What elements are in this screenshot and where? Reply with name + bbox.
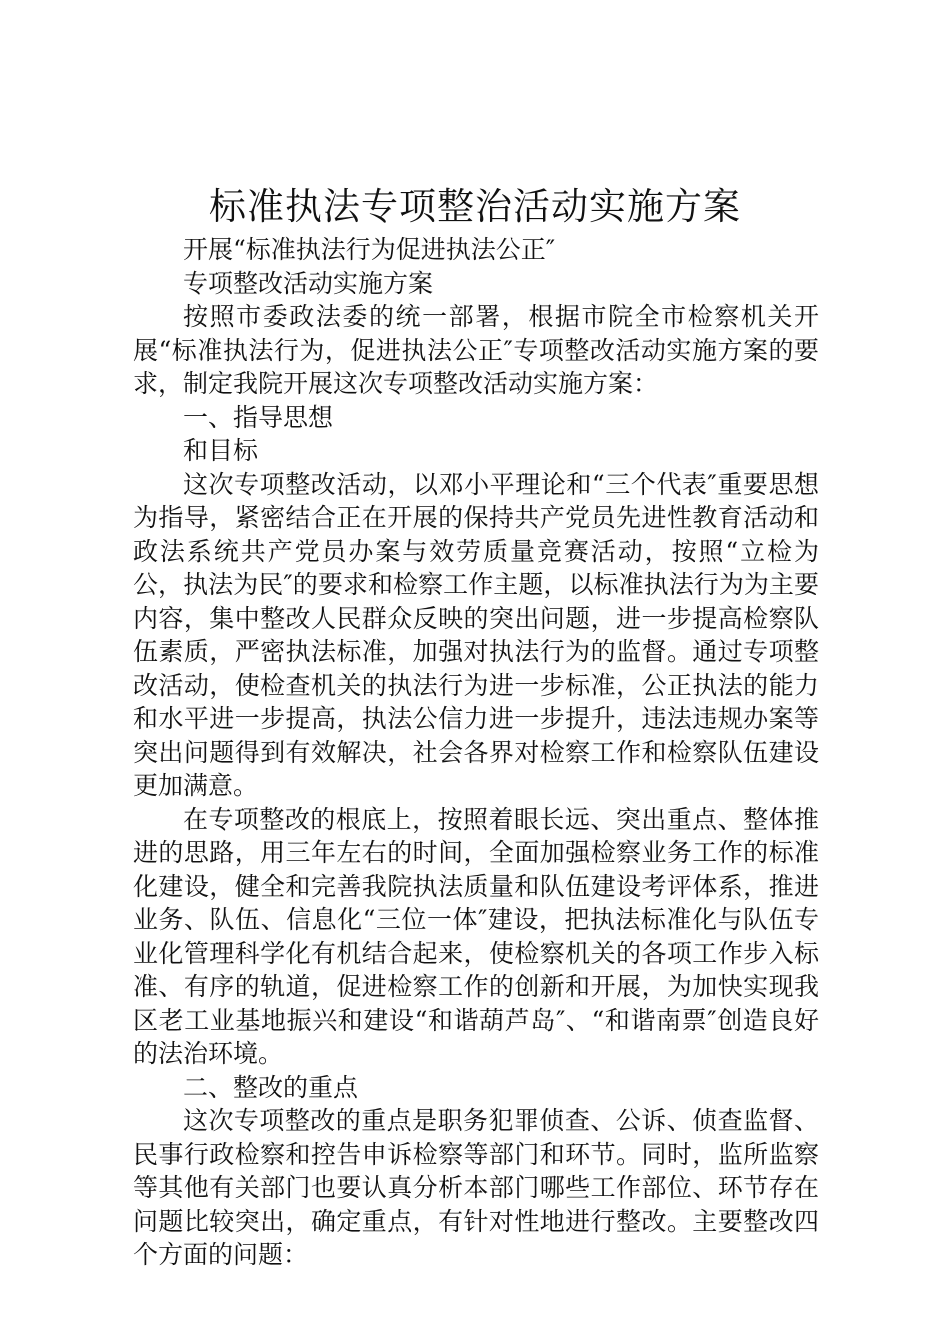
- paragraph-intro-line-1: 开展“标准执法行为促进执法公正″: [183, 235, 556, 264]
- paragraph-guiding-thought: 这次专项整改活动，以邓小平理论和“三个代表″重要思想为指导，紧密结合正在开展的保持共产党员先进性教育活动和政法系统共产党员办案与效劳质量竞赛活动，按照“立检为公，执法为民″的要求和检察工作主题，以标准执法行为为主要内容，集中整改人民群众反映的突出问题，进一步提高检察队伍素质，严密执法标准，加强对执法行为的监督。通过专项整改活动，使检查机关的执法行为进一步标准，公正执法的能力和水平进一步提高，执法公信力进一步提升，违法违规办案等突出问题得到有效解决，社会各界对检察工作和检察队伍建设更加满意。: [133, 469, 819, 800]
- section-heading-goals: 和目标: [183, 436, 259, 465]
- paragraph-preamble: 按照市委政法委的统一部署，根据市院全市检察机关开展“标准执法行为，促进执法公正″专项整改活动实施方案的要求，制定我院开展这次专项整改活动实施方案：: [133, 302, 819, 398]
- paragraph-key-points: 这次专项整改的重点是职务犯罪侦查、公诉、侦查监督、民事行政检察和控告申诉检察等部门和环节。同时，监所监察等其他有关部门也要认真分析本部门哪些工作部位、环节存在问题比较突出，确定重点，有针对性地进行整改。主要整改四个方面的问题：: [133, 1106, 819, 1269]
- paragraph-intro-line-2: 专项整改活动实施方案: [183, 268, 434, 298]
- paragraph-long-term-plan: 在专项整改的根底上，按照着眼长远、突出重点、整体推进的思路，用三年左右的时间，全面加强检察业务工作的标准化建设，健全和完善我院执法质量和队伍建设考评体系，推进业务、队伍、信息化“三位一体″建设，把执法标准化与队伍专业化管理科学化有机结合起来，使检察机关的各项工作步入标准、有序的轨道，促进检察工作的创新和开展，为加快实现我区老工业基地振兴和建设“和谐葫芦岛″、“和谐南票″创造良好的法治环境。: [133, 804, 819, 1068]
- document-body: [133, 233, 819, 1272]
- document-title: 标准执法专项整治活动实施方案: [209, 185, 741, 228]
- section-heading-key-points: 二、整改的重点: [183, 1072, 359, 1102]
- section-heading-guiding-thought: 一、指导思想: [183, 402, 334, 432]
